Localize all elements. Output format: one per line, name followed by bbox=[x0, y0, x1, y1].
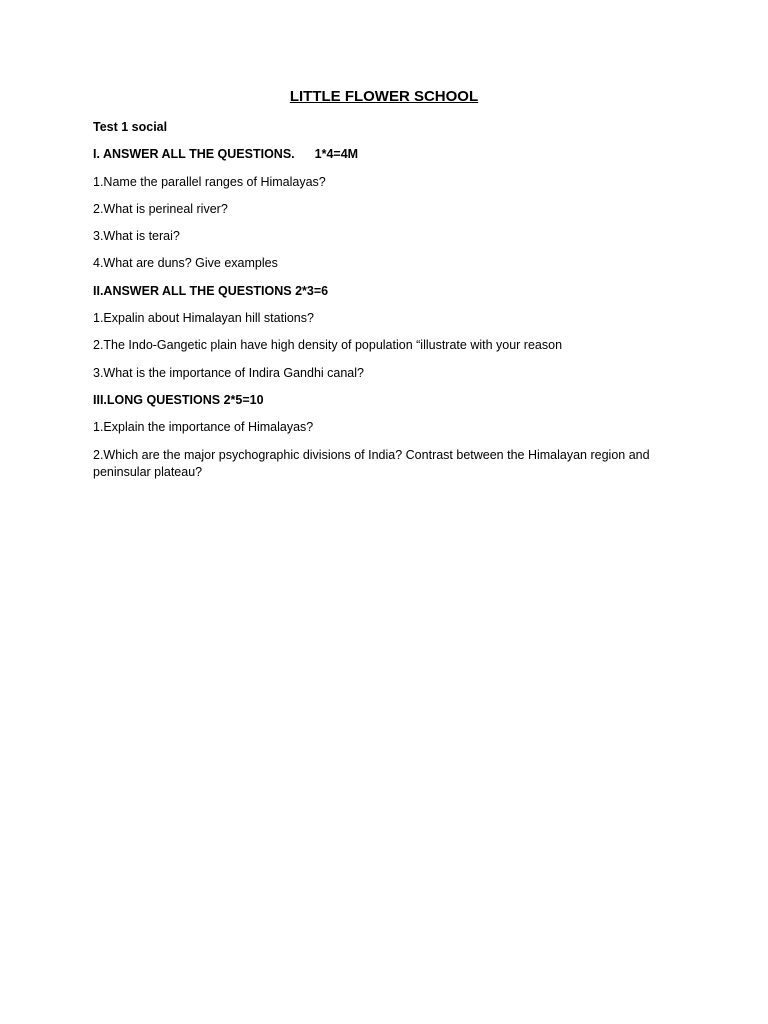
document-title: LITTLE FLOWER SCHOOL bbox=[289, 88, 479, 105]
section-3-heading: III.LONG QUESTIONS 2*5=10 bbox=[93, 392, 264, 407]
section-1-question-4: 4.What are duns? Give examples bbox=[93, 256, 278, 271]
section-1-question-1: 1.Name the parallel ranges of Himalayas? bbox=[93, 174, 326, 189]
section-2-question-2: 2.The Indo-Gangetic plain have high density of population “illustrate with your reason bbox=[93, 338, 563, 353]
section-1-heading: I. ANSWER ALL THE QUESTIONS. bbox=[93, 147, 295, 162]
section-1-heading-line bbox=[93, 146, 683, 164]
section-3-question-1: 1.Explain the importance of Himalayas? bbox=[93, 420, 314, 435]
section-1-marks: 1*4=4M bbox=[314, 147, 359, 162]
section-2-question-3: 3.What is the importance of Indira Gandhi canal? bbox=[93, 365, 364, 380]
section-1-question-2: 2.What is perineal river? bbox=[93, 201, 228, 216]
section-2-question-1: 1.Expalin about Himalayan hill stations? bbox=[93, 311, 314, 326]
section-1-question-3: 3.What is terai? bbox=[93, 229, 180, 244]
document-body bbox=[93, 119, 683, 491]
test-subtitle: Test 1 social bbox=[93, 120, 168, 134]
section-2-heading: II.ANSWER ALL THE QUESTIONS 2*3=6 bbox=[93, 283, 329, 298]
section-3-question-2: 2.Which are the major psychographic divisions of India? Contrast between the Himalayan region and peninsular plateau? bbox=[93, 447, 650, 480]
